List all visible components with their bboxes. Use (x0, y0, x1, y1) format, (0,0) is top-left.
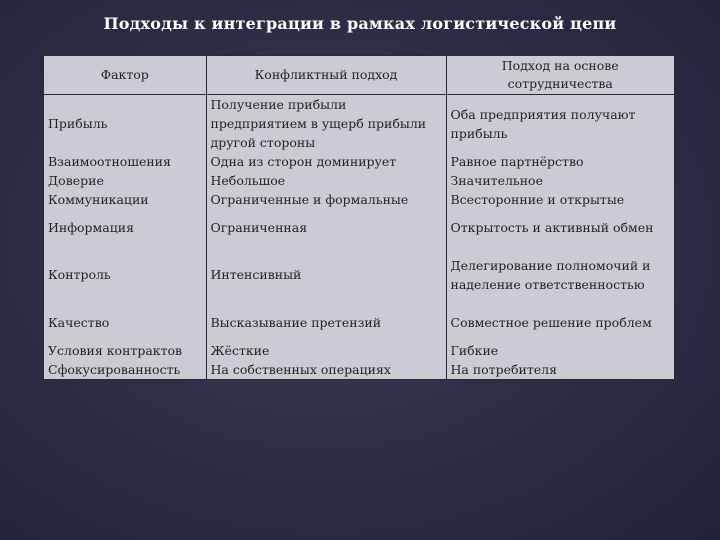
slide-title: Подходы к интеграции в рамках логистической цепи (103, 14, 617, 33)
conflict-cell: Небольшое (206, 171, 446, 190)
factor-cell: Информация (48, 220, 134, 235)
factor-cell: Доверие (48, 173, 104, 188)
conflict-cell: Ограниченная (206, 209, 446, 246)
table-row (44, 303, 674, 341)
factor-cell: Коммуникации (48, 192, 149, 207)
cooperation-cell: Делегирование полномочий и наделение ответственностью (446, 246, 674, 303)
cooperation-cell: На потребителя (446, 360, 674, 379)
cooperation-cell: Открытость и активный обмен (446, 209, 674, 246)
factor-cell: Условия контрактов (48, 343, 183, 358)
table-row (44, 341, 674, 360)
cooperation-cell: Совместное решение проблем (446, 303, 674, 341)
factor-cell: Взаимоотношения (48, 154, 171, 169)
factor-cell: Контроль (48, 267, 111, 282)
cooperation-cell: Всесторонние и открытые (446, 190, 674, 209)
table-header-row (44, 56, 674, 95)
header-cooperation-approach: Подход на основе сотрудничества (446, 56, 674, 95)
cooperation-cell: Значительное (446, 171, 674, 190)
cooperation-cell: Оба предприятия получают прибыль (446, 95, 674, 153)
table-row (44, 209, 674, 246)
table-row (44, 190, 674, 209)
table-row (44, 152, 674, 171)
conflict-cell: Интенсивный (206, 246, 446, 303)
conflict-cell: Ограниченные и формальные (206, 190, 446, 209)
conflict-cell: Получение прибыли предприятием в ущерб прибыли другой стороны (206, 95, 446, 153)
header-conflict-approach: Конфликтный подход (206, 56, 446, 95)
table-row (44, 360, 674, 379)
conflict-cell: Высказывание претензий (206, 303, 446, 341)
factor-cell: Сфокусированность (48, 362, 181, 377)
comparison-table (43, 55, 675, 380)
cooperation-cell: Равное партнёрство (446, 152, 674, 171)
header-factor: Фактор (44, 56, 206, 95)
factor-cell: Прибыль (48, 116, 108, 131)
table-row (44, 171, 674, 190)
table-row (44, 246, 674, 303)
conflict-cell: На собственных операциях (206, 360, 446, 379)
table-row (44, 95, 674, 153)
conflict-cell: Жёсткие (206, 341, 446, 360)
cooperation-cell: Гибкие (446, 341, 674, 360)
conflict-cell: Одна из сторон доминирует (206, 152, 446, 171)
factor-cell: Качество (48, 314, 110, 330)
